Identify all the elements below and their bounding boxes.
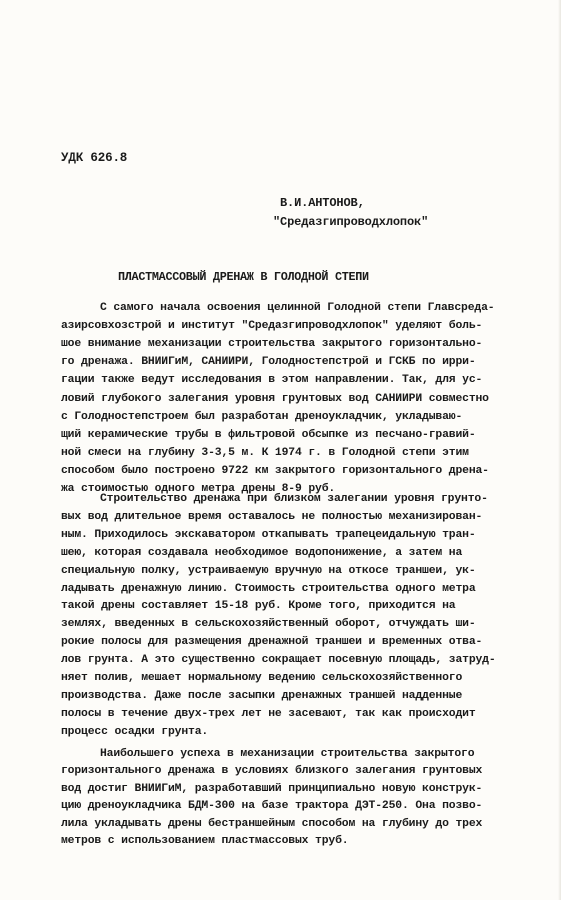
udk-code: УДК 626.8 bbox=[61, 151, 128, 165]
text-line: горизонтального дренажа в условиях близкого залегания грунтовых bbox=[61, 765, 483, 778]
text-line: ловий глубокого залегания уровня грунтовых вод САНИИРИ совместно bbox=[61, 392, 489, 405]
text-line: специальную полку, устраиваемую вручную на откосе траншеи, ук- bbox=[61, 564, 476, 577]
author-name: В.И.АНТОНОВ, bbox=[280, 196, 365, 210]
text-line: Наибольшего успеха в механизации строительства закрытого bbox=[100, 748, 475, 760]
text-line: вых вод длительное время оставалось не полностью механизирован- bbox=[61, 510, 483, 523]
text-line: гации также ведут исследования в этом направлении. Так, для ус- bbox=[61, 374, 483, 387]
author-organization: "Средазгипроводхлопок" bbox=[273, 215, 429, 229]
text-line: ным. Приходилось экскаватором откапывать трапецеидальную тран- bbox=[61, 528, 476, 541]
text-line: няет полив, мешает нормальному ведению сельскохозяйственного bbox=[61, 672, 463, 684]
text-line: щий керамические трубы в фильтровой обсыпке из песчано-гравий- bbox=[61, 428, 476, 441]
text-line: жа стоимостью одного метра дрены 8-9 руб. bbox=[61, 483, 336, 495]
text-line: го дренажа. ВНИИГиМ, САНИИРИ, Голодностепстрой и ГСКБ по ирри- bbox=[61, 356, 476, 369]
text-line: рокие полосы для размещения дренажной траншеи и временных отва- bbox=[61, 636, 483, 649]
text-line: цию дреноукладчика БДМ-300 на базе трактора ДЭТ-250. Она позво- bbox=[61, 800, 483, 813]
text-line: такой дрены составляет 15-18 руб. Кроме того, приходится на bbox=[61, 600, 456, 613]
text-line: шею, которая создавала необходимое водопонижение, а затем на bbox=[61, 546, 463, 559]
text-line: ной смеси на глубину 3-3,5 м. К 1974 г. в Голодной степи этим bbox=[61, 446, 469, 459]
text-line: производства. Даже после засыпки дренажных траншей надденные bbox=[61, 689, 463, 702]
text-line: с Голодностепстроем был разработан дреноукладчик, укладываю- bbox=[61, 410, 463, 423]
text-line: Строительство дренажа при близком залегании уровня грунто- bbox=[100, 493, 488, 505]
text-line: полосы в течение двух-трех лет не засевают, так как происходит bbox=[61, 707, 476, 720]
text-line: азирсовхозстрой и институт "Средазгипроводхлопок" уделяют боль- bbox=[61, 320, 483, 333]
text-line: способом было построено 9722 км закрытого горизонтального дрена- bbox=[61, 464, 489, 477]
text-line: процесс осадки грунта. bbox=[61, 725, 209, 738]
text-line: лов грунта. А это существенно сокращает посевную площадь, затруд- bbox=[61, 654, 496, 667]
text-line: ладывать дренажную линию. Стоимость строительства одного метра bbox=[61, 582, 476, 595]
text-line: лила укладывать дрены бестраншейным способом на глубину до трех bbox=[61, 817, 483, 830]
text-line: шое внимание механизации строительства закрытого горизонтально- bbox=[61, 338, 483, 351]
text-line: С самого начала освоения целинной Голодной степи Главсреда- bbox=[100, 302, 495, 314]
text-line: метров с использованием пластмассовых труб. bbox=[61, 835, 349, 847]
article-title: ПЛАСТМАССОВЫЙ ДРЕНАЖ В ГОЛОДНОЙ СТЕПИ bbox=[118, 270, 369, 284]
text-line: вод достиг ВНИИГиМ, разработавший принципиально новую конструк- bbox=[61, 782, 483, 795]
text-line: землях, введенных в сельскохозяйственный оборот, отчуждать ши- bbox=[61, 618, 476, 631]
